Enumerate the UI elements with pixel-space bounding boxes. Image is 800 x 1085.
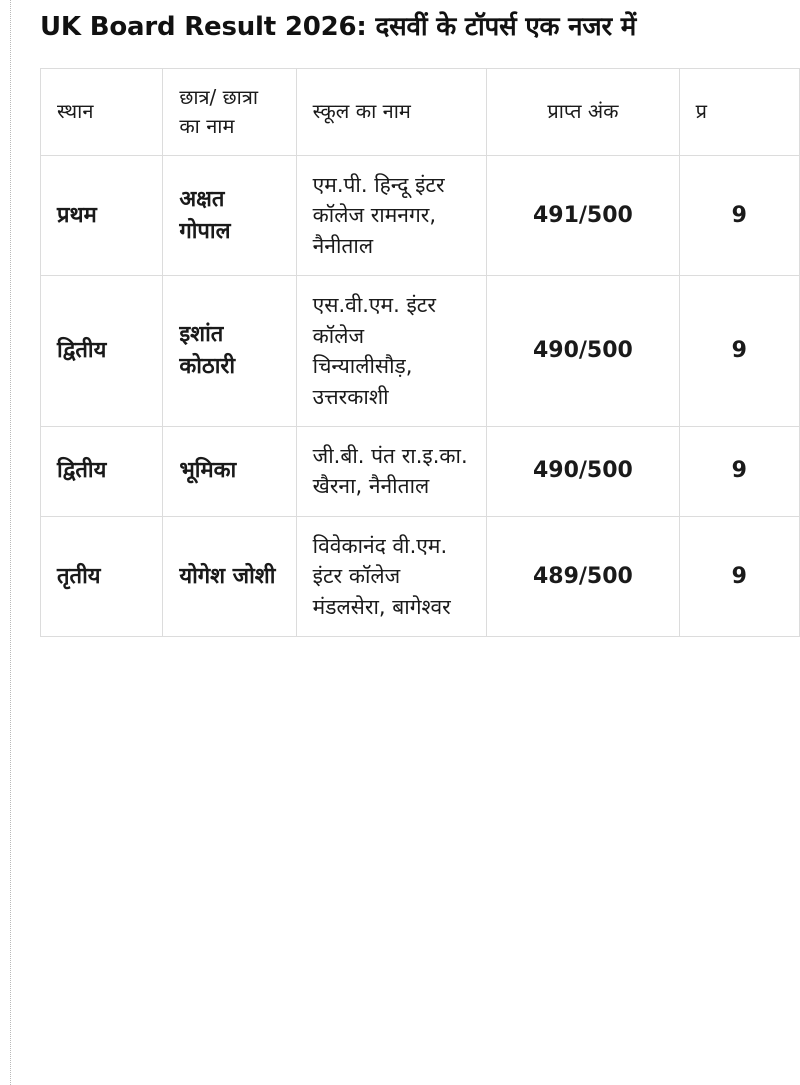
cell-rank: प्रथम — [41, 155, 163, 275]
column-header-school-name: स्कूल का नाम — [296, 68, 487, 155]
column-header-marks: प्राप्त अंक — [487, 68, 680, 155]
cell-school-name: जी.बी. पंत रा.इ.का. खैरना, नैनीताल — [296, 426, 487, 516]
cell-rank: तृतीय — [41, 516, 163, 636]
cell-marks: 490/500 — [487, 276, 680, 427]
table-header — [41, 68, 800, 155]
cell-rank: द्वितीय — [41, 426, 163, 516]
cell-extra: 9 — [679, 516, 799, 636]
toppers-table — [40, 68, 800, 637]
table-row — [41, 276, 800, 427]
table-body — [41, 155, 800, 636]
toppers-table-container — [40, 68, 747, 637]
cell-student-name: अक्षत गोपाल — [163, 155, 296, 275]
cell-student-name: योगेश जोशी — [163, 516, 296, 636]
cell-extra: 9 — [679, 276, 799, 427]
cell-school-name: एम.पी. हिन्दू इंटर कॉलेज रामनगर, नैनीताल — [296, 155, 487, 275]
cell-marks: 490/500 — [487, 426, 680, 516]
cell-student-name: भूमिका — [163, 426, 296, 516]
cell-school-name: एस.वी.एम. इंटर कॉलेज चिन्यालीसौड़, उत्तरकाशी — [296, 276, 487, 427]
cell-extra: 9 — [679, 426, 799, 516]
cell-marks: 491/500 — [487, 155, 680, 275]
table-header-row — [41, 68, 800, 155]
column-header-extra: प्र — [679, 68, 799, 155]
cell-rank: द्वितीय — [41, 276, 163, 427]
left-margin-rule — [10, 0, 11, 1085]
page-title: UK Board Result 2026: दसवीं के टॉपर्स एक नजर में — [40, 12, 637, 42]
table-row — [41, 155, 800, 275]
column-header-student-name: छात्र/ छात्रा का नाम — [163, 68, 296, 155]
cell-school-name: विवेकानंद वी.एम. इंटर कॉलेज मंडलसेरा, बागेश्वर — [296, 516, 487, 636]
cell-student-name: इशांत कोठारी — [163, 276, 296, 427]
column-header-rank: स्थान — [41, 68, 163, 155]
table-row — [41, 516, 800, 636]
cell-extra: 9 — [679, 155, 799, 275]
table-row — [41, 426, 800, 516]
cell-marks: 489/500 — [487, 516, 680, 636]
article-content — [40, 0, 747, 1085]
